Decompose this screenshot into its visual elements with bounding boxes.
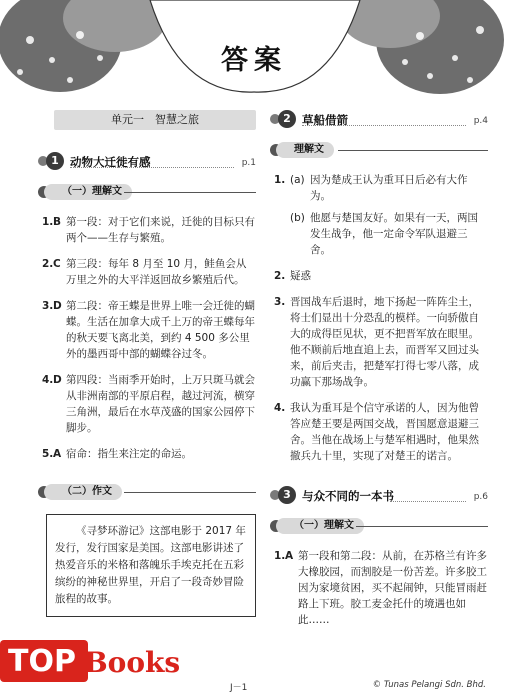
answer-text: 宿命：指生来注定的命运。 — [66, 448, 192, 460]
section-number: 2 — [278, 110, 296, 128]
section-title: 动物大迁徙有感 — [70, 155, 151, 169]
sub-heading-comprehension-2 — [266, 518, 488, 536]
answer-text: 第一段：对于它们来说，迁徙的目标只有两个——生存与繁殖。 — [66, 216, 255, 244]
section-heading-2 — [266, 110, 488, 132]
topbooks-logo — [0, 636, 190, 700]
right-column — [266, 110, 488, 638]
answer-item: 2. 疑惑 — [274, 270, 311, 282]
answer-letter: D — [53, 300, 62, 312]
logo-top-text: TOP — [8, 644, 76, 679]
dotted-leader — [70, 167, 234, 168]
section-heading-1 — [34, 152, 256, 174]
divider — [124, 192, 256, 193]
section-number: 1 — [46, 152, 64, 170]
dotted-leader — [390, 501, 466, 502]
answer-text: 第二段：帝王蝶是世界上唯一会迁徙的蝴蝶。生活在加拿大成千上万的帝王蝶每年的秋天要飞离北美，到约 4 500 多公里外的墨西哥中部的蝴蝶谷过冬。 — [66, 300, 255, 360]
dotted-leader — [302, 125, 466, 126]
answer-text: 第三段：每年 8 月至 10 月，鲑鱼会从万里之外的大平洋返回故乡繁殖后代。 — [66, 258, 247, 286]
answer-letter: A — [53, 448, 62, 460]
sub-heading-label: （一）理解文 — [44, 184, 132, 200]
answer-subitem: (a) 因为楚成王认为重耳日后必有大作为。 — [290, 174, 468, 202]
essay-box: 《寻梦环游记》这部电影于 2017 年发行，发行国家是美国。这部电影讲述了热爱音乐的米格和落魄乐手埃克托在五彩缤纷的神秘世界里，开启了一段奇妙冒险旅程的故事。 — [46, 514, 256, 617]
answer-text: 疑惑 — [290, 270, 311, 282]
section-page: p.1 — [241, 158, 256, 168]
section-title: 草船借箭 — [302, 113, 348, 127]
answer-text: 我认为重耳是个信守承诺的人，因为他曾答应楚王要是两国交战，晋国愿意退避三舍。当他在战场上与楚军相遇时，他果然撤兵九十里，实现了对楚王的诺言。 — [290, 402, 479, 462]
answer-item: 2. C 第三段：每年 8 月至 10 月，鲑鱼会从万里之外的大平洋返回故乡繁殖后代。 — [42, 258, 247, 286]
page-header — [0, 0, 508, 98]
divider — [338, 150, 488, 151]
page-number: J－1 — [230, 683, 248, 693]
answer-item: 1. A 第一段和第二段：从前，在苏格兰有许多大橡胶园，而割胶是一份苦差。许多胶工因为家境贫困，买不起闹钟，只能冒雨赶路上下班。胶工麦金托什的境遇也如此…… — [274, 550, 487, 626]
answer-item: 3. D 第二段：帝王蝶是世界上唯一会迁徙的蝴蝶。生活在加拿大成千上万的帝王蝶每年的秋天要飞离北美，到约 4 500 多公里外的墨西哥中部的蝴蝶谷过冬。 — [42, 300, 255, 360]
answer-text: 他愿与楚国友好。如果有一天，两国发生战争，他一定命令军队退避三舍。 — [310, 212, 478, 256]
answer-text: 第一段和第二段：从前，在苏格兰有许多大橡胶园，而割胶是一份苦差。许多胶工因为家境贫困，买不起闹钟，只能冒雨赶路上下班。胶工麦金托什的境遇也如此…… — [298, 550, 487, 626]
divider — [124, 492, 256, 493]
section-page: p.6 — [473, 492, 488, 502]
section-page: p.4 — [473, 116, 488, 126]
answer-item: 3. 晋国战车后退时，地下扬起一阵阵尘土，将士们显出十分恐乱的模样。一向骄傲自大的成得臣见状，更不把晋军放在眼里。他不顾前后地直追上去，而晋军又回过头来，前后夹击，把楚军打得七零八落，成功赢下那场战争。 — [274, 296, 479, 388]
left-column — [34, 110, 256, 617]
answer-letter: B — [53, 216, 62, 228]
answer-letter: C — [53, 258, 61, 270]
answer-text: 因为楚成王认为重耳日后必有大作为。 — [310, 174, 468, 202]
logo-books-text: Books — [84, 646, 181, 679]
sub-heading-comprehension — [266, 142, 488, 160]
answer-item: 5. A 宿命：指生来注定的命运。 — [42, 448, 192, 460]
copyright: © Tunas Pelangi Sdn. Bhd. — [372, 680, 486, 690]
answer-text: 第四段：当雨季开始时，上万只斑马就会从非洲南部的平原启程，越过河流，横穿三角洲，最后在水草茂盛的国家公园停下脚步。 — [66, 374, 255, 434]
answer-text: 晋国战车后退时，地下扬起一阵阵尘土，将士们显出十分恐乱的模样。一向骄傲自大的成得臣见状，更不把晋军放在眼里。他不顾前后地直追上去，而晋军又回过头来，前后夹击，把楚军打得七零八落，成功赢下那场战争。 — [290, 296, 479, 388]
answer-item: 4. D 第四段：当雨季开始时，上万只斑马就会从非洲南部的平原启程，越过河流，横穿三角洲，最后在水草茂盛的国家公园停下脚步。 — [42, 374, 255, 434]
sub-heading-label: 理解文 — [276, 142, 334, 158]
answer-letter: D — [53, 374, 62, 386]
section-title: 与众不同的一本书 — [302, 489, 394, 503]
divider — [356, 526, 488, 527]
answer-item: 4. 我认为重耳是个信守承诺的人，因为他曾答应楚王要是两国交战，晋国愿意退避三舍。当他在战场上与楚军相遇时，他果然撤兵九十里，实现了对楚王的诺言。 — [274, 402, 479, 462]
section-heading-3 — [266, 486, 488, 508]
answer-item: 1. (a) 因为楚成王认为重耳日后必有大作为。 (b) 他愿与楚国友好。如果有一天，两国发生战争，他一定命令军队退避三舍。 — [266, 172, 488, 258]
answer-item: 1. B 第一段：对于它们来说，迁徙的目标只有两个——生存与繁殖。 — [42, 216, 255, 244]
answer-letter: A — [285, 550, 294, 562]
unit-label: 单元一 智慧之旅 — [54, 110, 256, 130]
page-title: 答案 — [221, 45, 287, 76]
section-number: 3 — [278, 486, 296, 504]
sub-heading-label: （一）理解文 — [276, 518, 364, 534]
sub-heading-essay — [34, 484, 256, 502]
sub-heading-comprehension — [34, 184, 256, 202]
sub-heading-label: （二）作文 — [44, 484, 122, 500]
answer-subitem: (b) 他愿与楚国友好。如果有一天，两国发生战争，他一定命令军队退避三舍。 — [290, 212, 478, 256]
